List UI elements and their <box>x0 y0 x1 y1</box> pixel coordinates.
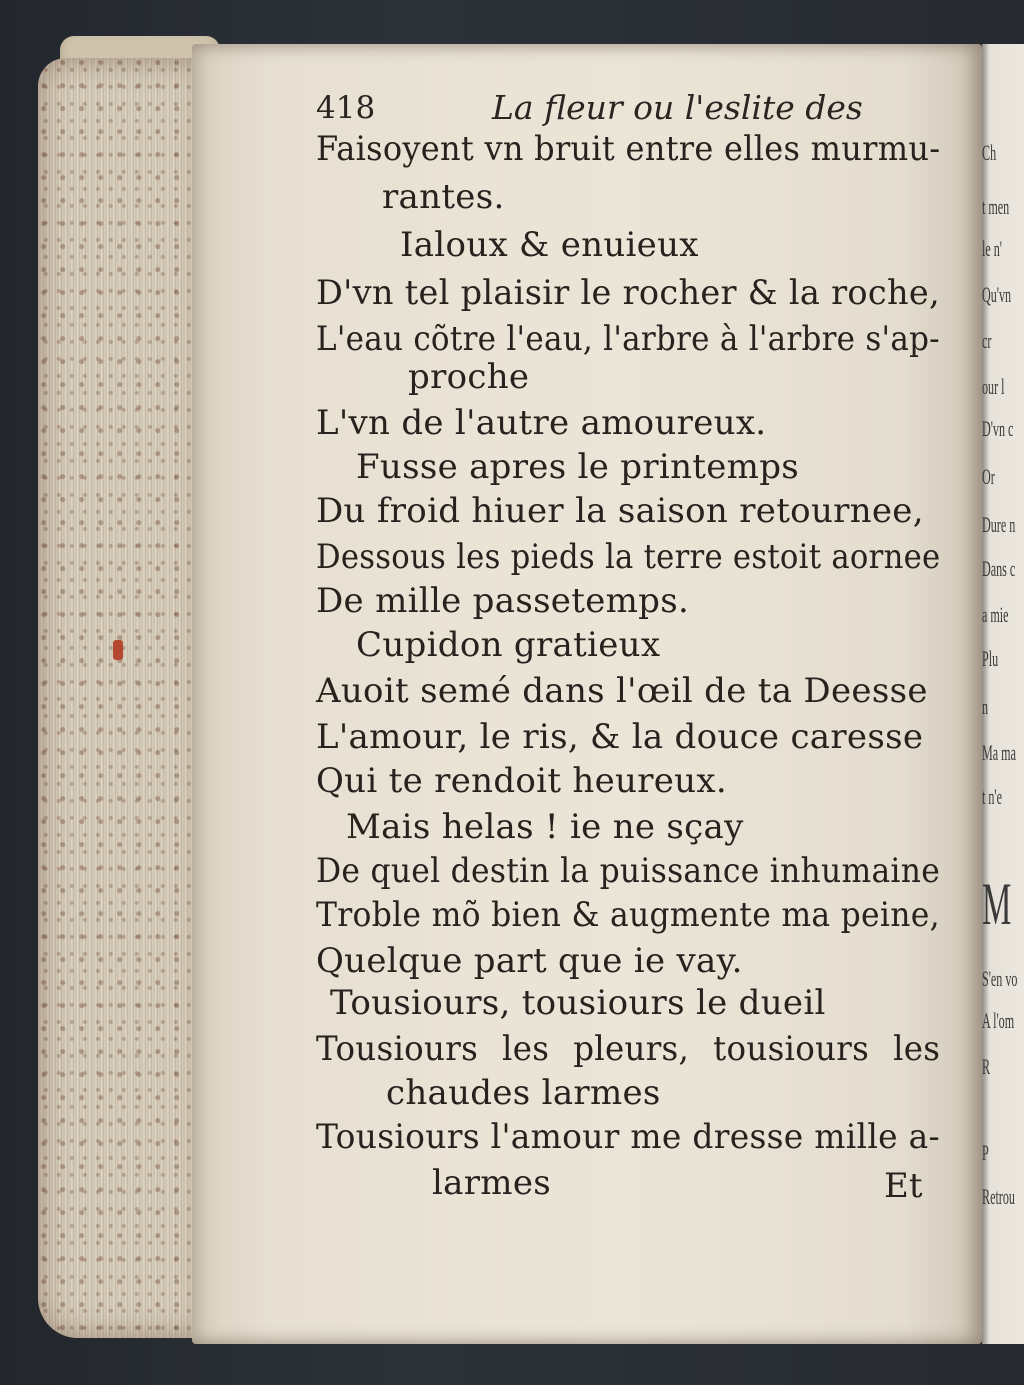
text-line: Dessous les pieds la terre estoit aornee <box>316 537 941 577</box>
facing-fragment: S'en vo <box>982 966 1018 991</box>
text-line: Qui te rendoit heureux. <box>316 761 727 801</box>
facing-fragment: Plu <box>982 646 999 671</box>
facing-fragment: P <box>982 1140 989 1165</box>
facing-fragment: Retrou <box>982 1184 1015 1209</box>
text-line: rantes. <box>382 177 505 217</box>
facing-fragment: a mie <box>982 602 1009 627</box>
catchword: Et <box>884 1166 923 1206</box>
text-line: Tousiours l'amour me dresse mille a- <box>316 1117 940 1157</box>
facing-fragment: le n' <box>982 236 1002 261</box>
text-line: Du froid hiuer la saison retournee, <box>316 491 924 531</box>
text-line: Troble mõ bien & augmente ma peine, <box>316 895 940 935</box>
facing-fragment: n <box>982 694 989 719</box>
book-page-edges <box>38 58 208 1338</box>
text-line: Quelque part que ie vay. <box>316 941 743 981</box>
text-line: Tousiours, tousiours le dueil <box>330 983 826 1023</box>
text-line: D'vn tel plaisir le rocher & la roche, <box>316 273 940 313</box>
facing-fragment: R <box>982 1054 991 1079</box>
facing-fragment: Or <box>982 464 995 489</box>
facing-fragment: our l <box>982 374 1005 399</box>
facing-fragment: Ma ma <box>982 740 1016 765</box>
facing-page-sliver <box>982 44 1024 1344</box>
text-line: Ialoux & enuieux <box>400 225 699 265</box>
text-line: Tousiours les pleurs, tousiours les <box>316 1029 941 1069</box>
facing-fragment: Dure n <box>982 512 1016 537</box>
text-line: L'eau cõtre l'eau, l'arbre à l'arbre s'ap- <box>316 319 940 359</box>
text-line: De mille passetemps. <box>316 581 690 621</box>
running-head: La fleur ou l'eslite des <box>492 88 863 127</box>
facing-fragment: D'vn c <box>982 416 1014 441</box>
facing-fragment: Ch <box>982 140 997 165</box>
facing-fragment: Qu'vn <box>982 282 1012 307</box>
text-line: De quel destin la puissance inhumaine <box>316 851 941 891</box>
red-edge-mark <box>113 640 123 660</box>
text-line: proche <box>408 357 530 397</box>
text-line: chaudes larmes <box>386 1073 661 1113</box>
facing-fragment: Dans c <box>982 556 1016 581</box>
facing-fragment: cr <box>982 328 992 353</box>
facing-fragment: t men <box>982 194 1010 219</box>
text-line: Cupidon gratieux <box>356 625 661 665</box>
page-number: 418 <box>316 90 376 126</box>
text-line: Fusse apres le printemps <box>356 447 800 487</box>
text-line: L'amour, le ris, & la douce caresse <box>316 717 924 757</box>
text-line: Auoit semé dans l'œil de ta Deesse <box>316 671 928 711</box>
text-line: Faisoyent vn bruit entre elles murmu- <box>316 129 941 169</box>
text-line: L'vn de l'autre amoureux. <box>316 403 767 443</box>
facing-fragment: M <box>982 871 1012 937</box>
text-line: Mais helas ! ie ne sçay <box>346 807 744 847</box>
facing-fragment: A l'om <box>982 1008 1015 1033</box>
facing-fragment: t n'e <box>982 784 1002 809</box>
text-line: larmes <box>432 1163 552 1203</box>
